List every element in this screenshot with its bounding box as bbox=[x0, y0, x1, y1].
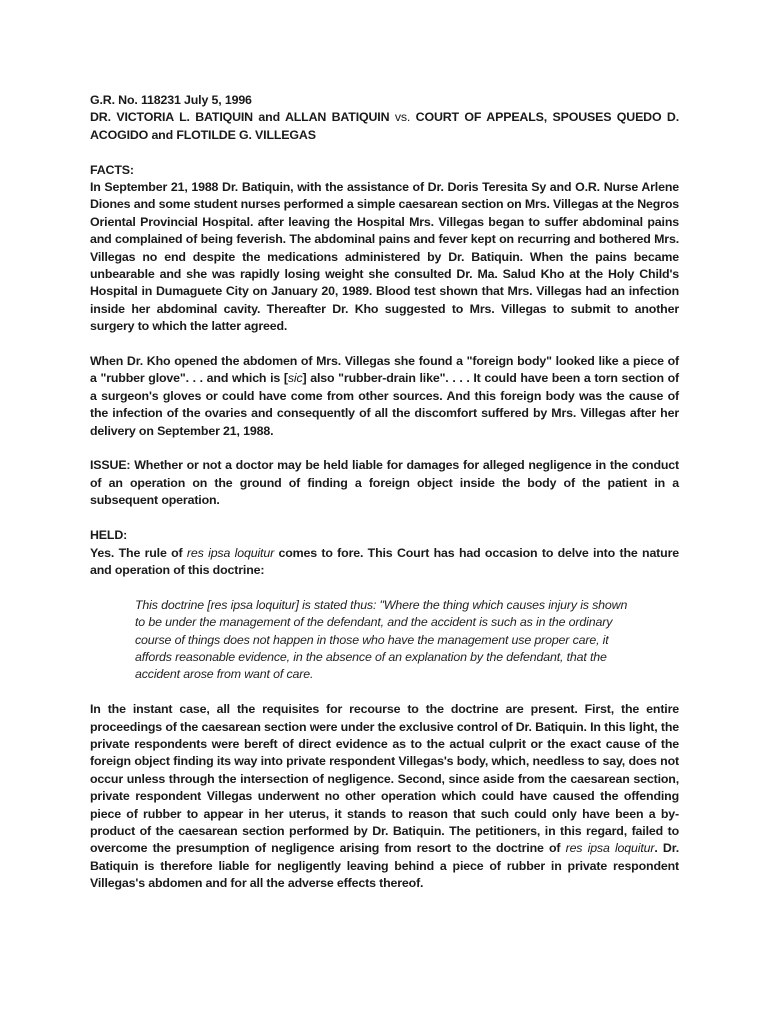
ruling-part-1: In the instant case, all the requisites for recourse to the doctrine are present. First, the entire proceedings of the caesarean section were under the exclusive control of Dr. Batiquin. In this light, the private respondents were bereft of direct evidence as to the actual culprit or the exact cause of the foreign object finding its way into private respondent Villegas's body, which, needless to say, does not occur unless through the intersection of negligence. Second, since aside from the caesarean section, private respondent Villegas underwent no other operation which could have caused the offending piece of rubber to appear in her uterus, it stands to reason that such could only have been a by-product of the caesarean section performed by Dr. Batiquin. The petitioners, in this regard, failed to overcome the presumption of negligence arising from resort to the doctrine of bbox=[90, 702, 679, 856]
issue-paragraph bbox=[90, 457, 679, 509]
facts-paragraph-2 bbox=[90, 353, 679, 440]
case-number-date: G.R. No. 118231 July 5, 1996 bbox=[90, 93, 252, 107]
sic-term: sic bbox=[287, 371, 303, 386]
ruling-part-2: . Dr. Batiquin is therefore liable for negligently leaving behind a piece of rubber in private respondent Villegas's abdomen and for all the adverse effects thereof. bbox=[90, 841, 679, 891]
spacer bbox=[90, 440, 679, 457]
spacer bbox=[90, 579, 679, 596]
case-caption bbox=[90, 92, 679, 144]
res-ipsa-term: res ipsa loquitur bbox=[186, 545, 275, 560]
versus: vs. bbox=[389, 110, 416, 125]
petitioners: DR. VICTORIA L. BATIQUIN and ALLAN BATIQUIN bbox=[90, 110, 390, 125]
spacer bbox=[90, 510, 679, 527]
spacer bbox=[90, 336, 679, 353]
document-page bbox=[90, 92, 679, 893]
res-ipsa-term-2: res ipsa loquitur bbox=[565, 841, 655, 856]
facts-heading: FACTS: bbox=[90, 162, 134, 177]
respondents: COURT OF APPEALS, SPOUSES QUEDO D. ACOGIDO and FLOTILDE G. VILLEGAS bbox=[90, 110, 679, 142]
doctrine-quote: This doctrine [res ipsa loquitur] is stated thus: "Where the thing which causes injury is shown to be under the management of the defendant, and the accident is such as in the ordinary course of things does not happen in those who have the management use proper care, it affords reasonable evidence, in the absence of an explanation by the defendant, that the accident arose from want of care. bbox=[135, 597, 628, 682]
facts-p2-part-1: When Dr. Kho opened the abdomen of Mrs. Villegas she found a "foreign body" looked like a piece of a "rubber glove". . . and which is [ bbox=[90, 354, 679, 386]
ruling-paragraph bbox=[90, 701, 679, 892]
held-intro bbox=[90, 545, 679, 580]
held-heading: HELD: bbox=[90, 528, 128, 543]
spacer bbox=[90, 684, 679, 701]
issue-label: ISSUE: bbox=[90, 458, 131, 473]
issue-text: Whether or not a doctor may be held liable for damages for alleged negligence in the conduct of an operation on the ground of finding a foreign object inside the body of the patient in a subsequent operation. bbox=[90, 458, 679, 508]
facts-paragraph-1: In September 21, 1988 Dr. Batiquin, with the assistance of Dr. Doris Teresita Sy and O.R. Nurse Arlene Diones and some student nurses performed a simple caesarean section on Mrs. Villegas at the Negros Oriental Provincial Hospital. after leaving the Hospital Mrs. Villegas began to suffer abdominal pains and complained of being feverish. The abdominal pains and fever kept on recurring and bothered Mrs. Villegas no end despite the medications administered by Dr. Batiquin. When the pains became unbearable and she was rapidly losing weight she consulted Dr. Ma. Salud Kho at the Holy Child's Hospital in Dumaguete City on January 20, 1989. Blood test shown that Mrs. Villegas had an infection inside her abdominal cavity. Thereafter Dr. Kho suggested to Mrs. Villegas to submit to another surgery to which the latter agreed. bbox=[90, 180, 679, 334]
held-intro-part-2: comes to fore. This Court has had occasion to delve into the nature and operation of this doctrine: bbox=[90, 545, 679, 577]
spacer bbox=[90, 144, 679, 161]
held-intro-part-1: Yes. The rule of bbox=[90, 545, 187, 560]
facts-p2-part-2: ] also "rubber-drain like". . . . It could have been a torn section of a surgeon's gloves or could have come from other sources. And this foreign body was the cause of the infection of the ovaries and consequently of all the discomfort suffered by Mrs. Villegas after her delivery on September 21, 1988. bbox=[90, 371, 679, 438]
